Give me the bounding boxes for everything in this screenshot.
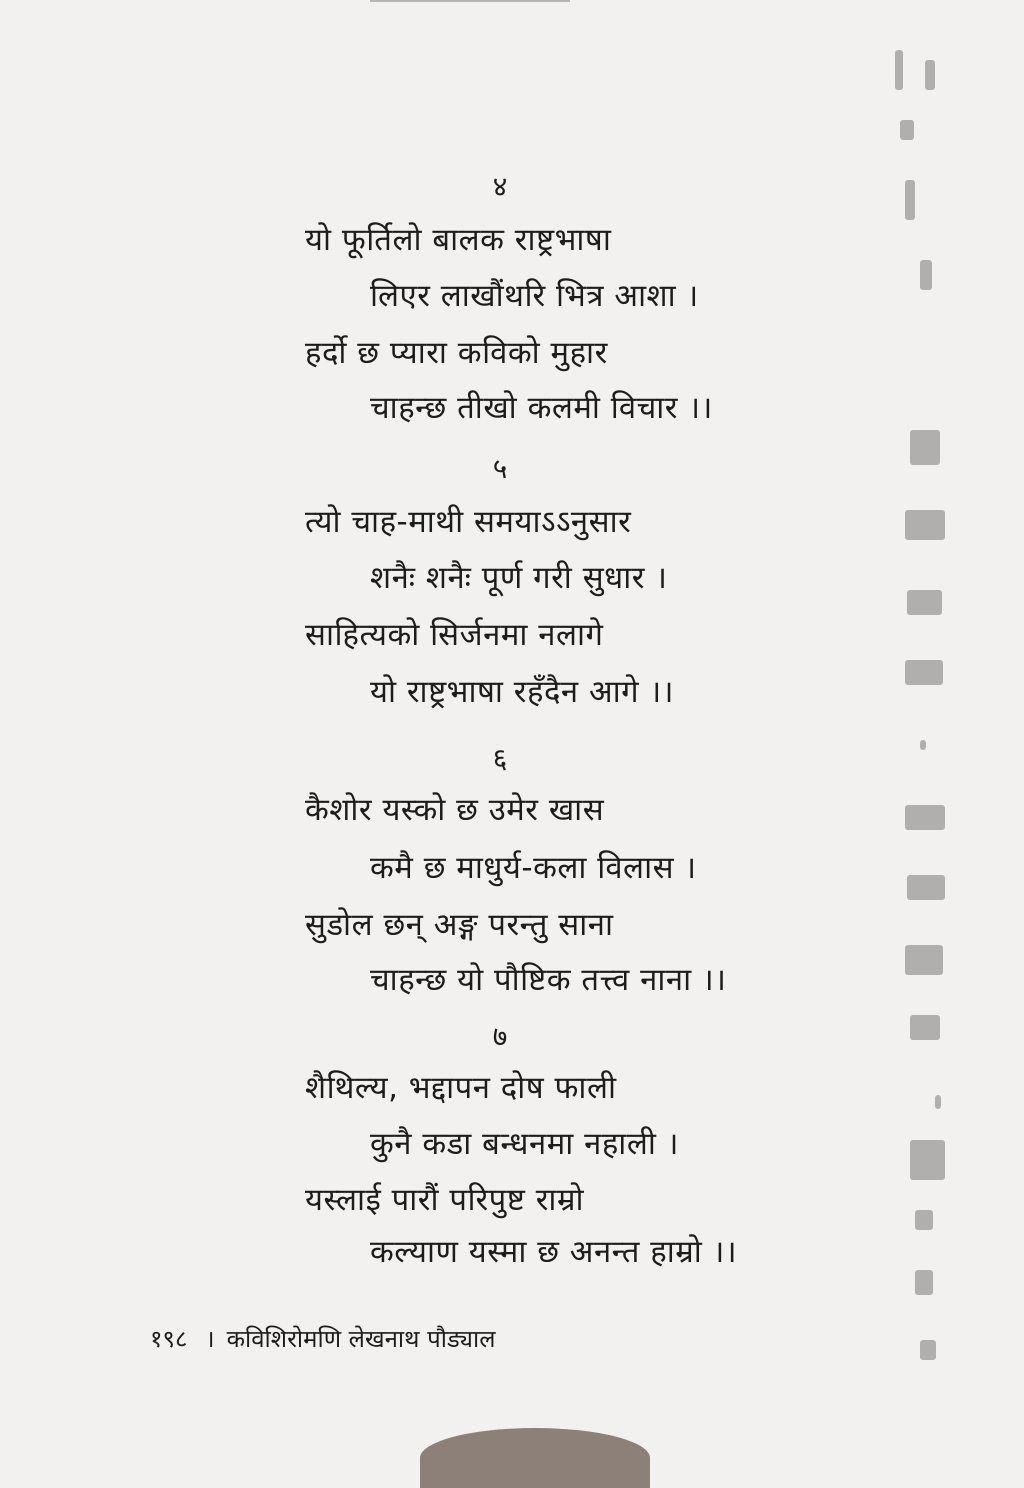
stanza-number: ६ [492,742,508,775]
page-footer [150,1322,496,1356]
verse-line: कुनै कडा बन्धनमा नहाली । [370,1126,679,1162]
verse-line: हर्दो छ प्यारा कविको मुहार [305,335,608,371]
bleed-through-edge [885,20,955,1400]
verse-line: चाहन्छ यो पौष्टिक तत्त्व नाना ।। [370,962,727,998]
verse-line: यस्लाई पारौं परिपुष्ट राम्रो [305,1182,585,1218]
verse-line: त्यो चाह-माथी समयाऽऽनुसार [305,504,632,540]
verse-line: चाहन्छ तीखो कलमी विचार ।। [370,390,713,426]
stanza-number: ५ [492,452,508,485]
verse-line: सुडोल छन् अङ्ग परन्तु साना [305,907,614,943]
scan-artifact [420,1428,650,1488]
verse-line: साहित्यको सिर्जनमा नलागे [305,617,604,653]
footer-separator: । [205,1325,215,1353]
verse-line: कमै छ माधुर्य-कला विलास । [370,850,697,886]
verse-line: यो राष्ट्रभाषा रहँदैन आगे ।। [370,674,674,710]
stanza-number: ७ [492,1020,508,1053]
verse-line: यो फूर्तिलो बालक राष्ट्रभाषा [305,222,612,258]
verse-line: शैथिल्य, भद्दापन दोष फाली [305,1070,617,1106]
page-number: १९८ [150,1325,188,1353]
book-title: कविशिरोमणि लेखनाथ पौड्याल [226,1325,496,1353]
verse-line: शनैः शनैः पूर्ण गरी सुधार । [370,560,668,596]
stanza-number: ४ [492,170,508,203]
verse-line: कल्याण यस्मा छ अनन्त हाम्रो ।। [370,1234,738,1270]
page-edge-rule [370,0,570,2]
verse-line: कैशोर यस्को छ उमेर खास [305,792,605,828]
verse-line: लिएर लाखौंथरि भित्र आशा । [370,278,699,314]
